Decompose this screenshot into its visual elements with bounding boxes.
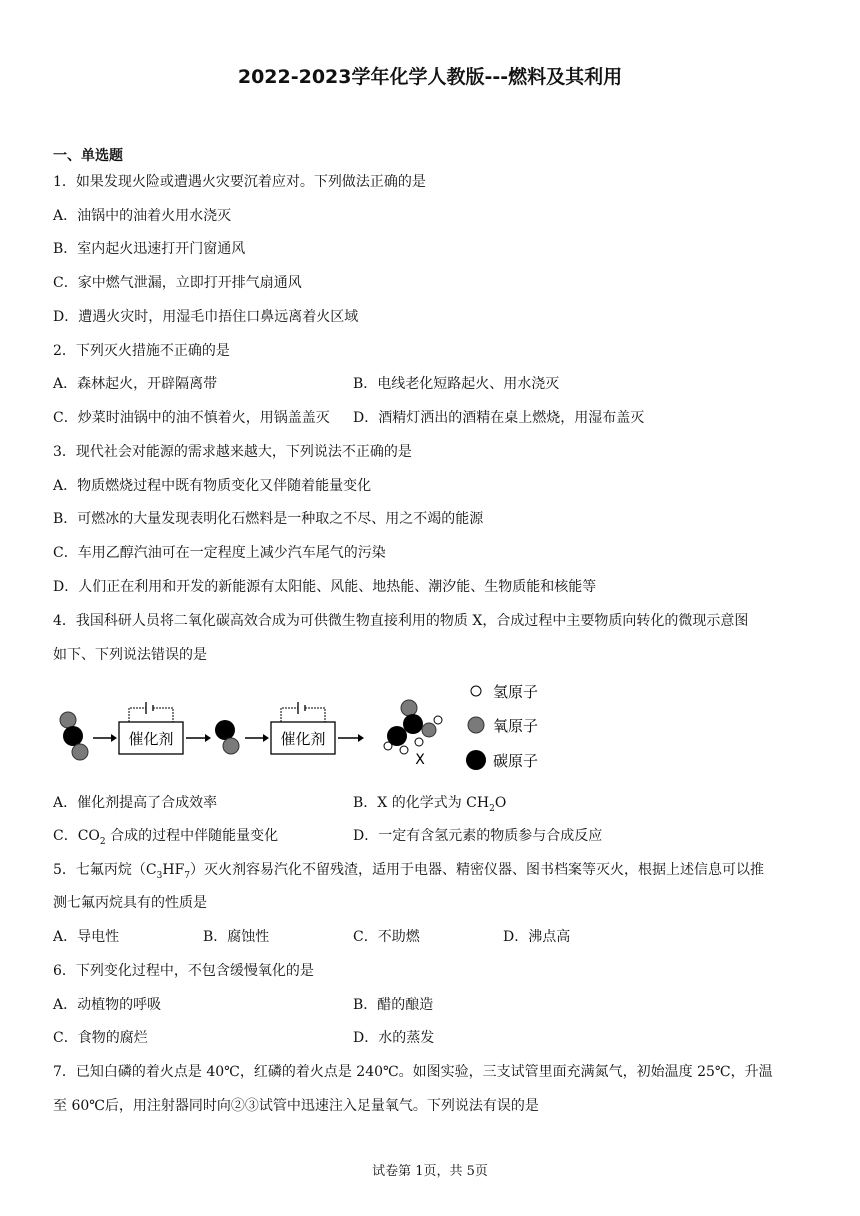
- carbon-atom: [63, 726, 83, 746]
- oxygen-atom: [72, 744, 88, 760]
- q5-text-2: HF: [162, 862, 185, 878]
- question-3-option-d[interactable]: D．人们正在利用和开发的新能源有太阳能、风能、地热能、潮汐能、生物质能和核能等: [53, 579, 597, 595]
- molecule-conversion-diagram: [53, 678, 553, 788]
- question-2-option-c[interactable]: C．炒菜时油锅中的油不慎着火，用锅盖盖灭: [53, 410, 330, 426]
- question-6-option-c[interactable]: C．食物的腐烂: [53, 1030, 148, 1046]
- question-1-option-b[interactable]: B．室内起火迅速打开门窗通风: [53, 241, 246, 257]
- q5-sub-2: 7: [184, 870, 191, 881]
- question-4-option-c[interactable]: [53, 827, 278, 851]
- question-5-option-b[interactable]: B．腐蚀性: [203, 929, 270, 945]
- question-2-stem: 2．下列灭火措施不正确的是: [53, 343, 230, 359]
- page-footer: 试卷第 1页，共 5页: [372, 1164, 488, 1179]
- question-2-option-b[interactable]: B．电线老化短路起火、用水浇灭: [353, 376, 560, 392]
- oxygen-atom: [401, 700, 417, 716]
- hydrogen-atom: [434, 716, 442, 724]
- question-4-option-b[interactable]: [353, 794, 506, 818]
- question-3-stem: 3．现代社会对能源的需求越来越大，下列说法不正确的是: [53, 444, 412, 460]
- carbon-atom: [403, 714, 423, 734]
- question-3-option-c[interactable]: C．车用乙醇汽油可在一定程度上减少汽车尾气的污染: [53, 545, 386, 561]
- q4-c-text-end: 合成的过程中伴随能量变化: [105, 828, 279, 844]
- question-1-stem: 1．如果发现火险或遭遇火灾要沉着应对。下列做法正确的是: [53, 174, 426, 190]
- q5-sub-1: 3: [156, 870, 163, 881]
- question-1-option-d[interactable]: D．遭遇火灾时，用湿毛巾捂住口鼻远离着火区域: [53, 309, 359, 325]
- catalyst-label-2: 催化剂: [280, 730, 326, 748]
- question-5-option-d[interactable]: D．沸点高: [503, 929, 571, 945]
- question-4-option-a[interactable]: A．催化剂提高了合成效率: [53, 795, 218, 811]
- oxygen-atom: [223, 738, 239, 754]
- section-heading: 一、单选题: [53, 148, 123, 164]
- q5-text-1: 5．七氟丙烷（C: [53, 862, 157, 878]
- question-4-option-d[interactable]: D．一定有含氢元素的物质参与合成反应: [353, 828, 603, 844]
- q4-b-subscript: 2: [489, 803, 495, 814]
- legend-carbon-label: 碳原子: [493, 752, 539, 770]
- question-1-option-a[interactable]: A．油锅中的油着火用水浇灭: [53, 208, 232, 224]
- oxygen-atom: [60, 712, 76, 728]
- q5-text-3: ）灭火剂容易汽化不留残渣，适用于电器、精密仪器、图书档案等灭火，根据上述信息可以推: [190, 862, 765, 878]
- legend-hydrogen-icon: [471, 686, 481, 696]
- question-2-option-a[interactable]: A．森林起火，开辟隔离带: [53, 376, 218, 392]
- question-3-option-b[interactable]: B．可燃冰的大量发现表明化石燃料是一种取之不尽、用之不竭的能源: [53, 511, 484, 527]
- question-6-option-d[interactable]: D．水的蒸发: [353, 1030, 435, 1046]
- legend-carbon-icon: [466, 750, 486, 770]
- question-7-stem-line-1: 7．已知白磷的着火点是 40℃，红磷的着火点是 240℃。如图实验，三支试管里面充满氮气，初始温度 25℃，升温: [53, 1064, 773, 1080]
- question-4-stem-line-1: 4．我国科研人员将二氧化碳高效合成为可供微生物直接利用的物质 X，合成过程中主要物质向转化的微现示意图: [53, 613, 749, 629]
- question-6-option-b[interactable]: B．醋的酿造: [353, 997, 434, 1013]
- question-6-stem: 6．下列变化过程中，不包含缓慢氧化的是: [53, 963, 314, 979]
- question-6-option-a[interactable]: A．动植物的呼吸: [53, 997, 162, 1013]
- question-7-stem-line-2: 至 60℃后，用注射器同时向②③试管中迅速注入足量氧气。下列说法有误的是: [53, 1098, 539, 1114]
- question-5-stem-line-2: 测七氟丙烷具有的性质是: [53, 895, 207, 911]
- hydrogen-atom: [400, 746, 408, 754]
- q4-b-text-end: O: [494, 795, 507, 811]
- question-1-option-c[interactable]: C．家中燃气泄漏，立即打开排气扇通风: [53, 275, 302, 291]
- q4-c-subscript: 2: [99, 836, 106, 847]
- question-5-stem-line-1: [53, 861, 764, 885]
- carbon-atom: [387, 726, 407, 746]
- catalyst-label-1: 催化剂: [128, 730, 174, 748]
- carbon-atom: [215, 720, 235, 740]
- legend-oxygen-icon: [468, 717, 484, 733]
- hydrogen-atom: [415, 738, 423, 746]
- legend-oxygen-label: 氧原子: [493, 717, 539, 735]
- page-title: 2022-2023学年化学人教版---燃料及其利用: [237, 66, 623, 88]
- legend-hydrogen-label: 氢原子: [493, 683, 539, 701]
- q4-c-text: C．CO: [53, 828, 100, 844]
- molecule-x-label: X: [415, 752, 425, 768]
- question-5-option-a[interactable]: A．导电性: [53, 929, 120, 945]
- question-2-option-d[interactable]: D．酒精灯洒出的酒精在桌上燃烧，用湿布盖灭: [353, 410, 645, 426]
- q4-b-text: B．X 的化学式为 CH: [353, 795, 490, 811]
- question-5-option-c[interactable]: C．不助燃: [353, 929, 420, 945]
- oxygen-atom: [422, 723, 436, 737]
- question-3-option-a[interactable]: A．物质燃烧过程中既有物质变化又伴随着能量变化: [53, 478, 372, 494]
- question-4-stem-line-2: 如下、下列说法错误的是: [53, 647, 207, 663]
